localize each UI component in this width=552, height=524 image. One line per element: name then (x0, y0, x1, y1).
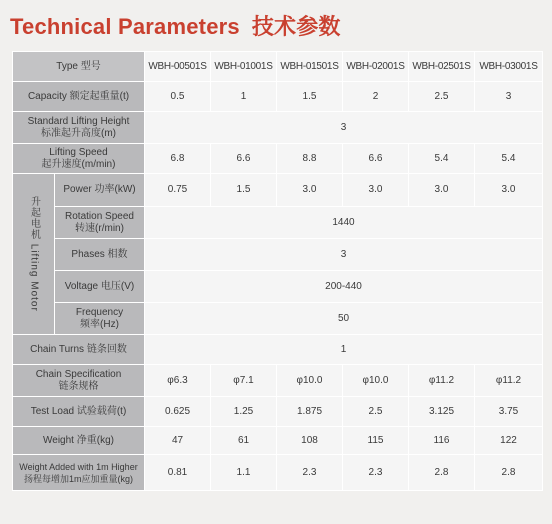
lifting-motor-label-text: 升起电机 Lifting Motor (28, 196, 40, 312)
chain-turns-label: Chain Turns 链条回数 (13, 335, 145, 365)
phases-label: Phases 相数 (55, 239, 145, 271)
lifting-height-row (13, 112, 543, 144)
lifting-speed-row (13, 144, 543, 174)
lifting-height-label-en: Standard Lifting Height (27, 115, 130, 127)
capacity-value: 2 (343, 82, 409, 112)
model-header: WBH-01501S (277, 52, 343, 82)
frequency-value: 50 (145, 303, 543, 335)
capacity-value: 2.5 (409, 82, 475, 112)
power-value: 1.5 (211, 174, 277, 207)
type-label: Type 型号 (13, 52, 145, 82)
rotation-speed-value: 1440 (145, 207, 543, 239)
capacity-label: Capacity 额定起重量(t) (13, 82, 145, 112)
weight-added-value: 0.81 (145, 455, 211, 491)
lifting-speed-value: 5.4 (475, 144, 543, 174)
frequency-label (55, 303, 145, 335)
lifting-height-label (13, 112, 145, 144)
lifting-height-value: 3 (145, 112, 543, 144)
rotation-speed-label-cn: 转速(r/min) (75, 222, 124, 234)
weight-value: 47 (145, 427, 211, 455)
power-value: 3.0 (475, 174, 543, 207)
title-chinese: 技术参数 (251, 14, 341, 39)
weight-added-value: 2.3 (277, 455, 343, 491)
test-load-value: 3.75 (475, 397, 543, 427)
chain-spec-value: φ6.3 (145, 365, 211, 397)
voltage-value: 200-440 (145, 271, 543, 303)
voltage-label: Voltage 电压(V) (55, 271, 145, 303)
weight-value: 116 (409, 427, 475, 455)
weight-added-label (13, 455, 145, 491)
model-header: WBH-02001S (343, 52, 409, 82)
model-header: WBH-02501S (409, 52, 475, 82)
power-label: Power 功率(kW) (55, 174, 145, 207)
weight-added-value: 2.8 (409, 455, 475, 491)
capacity-value: 0.5 (145, 82, 211, 112)
voltage-row (13, 271, 543, 303)
weight-label: Weight 净重(kg) (13, 427, 145, 455)
lifting-speed-value: 8.8 (277, 144, 343, 174)
test-load-value: 2.5 (343, 397, 409, 427)
rotation-speed-row (13, 207, 543, 239)
model-header: WBH-03001S (475, 52, 543, 82)
chain-spec-label (13, 365, 145, 397)
test-load-value: 1.875 (277, 397, 343, 427)
lifting-height-label-cn: 标准起升高度(m) (41, 127, 116, 139)
lifting-speed-value: 5.4 (409, 144, 475, 174)
chain-spec-value: φ10.0 (277, 365, 343, 397)
power-value: 3.0 (277, 174, 343, 207)
parameters-table (12, 51, 543, 491)
header-row (13, 52, 543, 82)
rotation-speed-label (55, 207, 145, 239)
lifting-speed-label-cn: 起升速度(m/min) (41, 158, 116, 170)
weight-value: 122 (475, 427, 543, 455)
power-value: 3.0 (409, 174, 475, 207)
page-title (10, 10, 341, 41)
chain-turns-value: 1 (145, 335, 543, 365)
model-header: WBH-00501S (145, 52, 211, 82)
power-value: 0.75 (145, 174, 211, 207)
chain-spec-value: φ11.2 (409, 365, 475, 397)
capacity-value: 1 (211, 82, 277, 112)
test-load-label: Test Load 试验载荷(t) (13, 397, 145, 427)
test-load-row (13, 397, 543, 427)
weight-value: 61 (211, 427, 277, 455)
weight-row (13, 427, 543, 455)
weight-added-label-en: Weight Added with 1m Higher (19, 461, 138, 472)
test-load-value: 3.125 (409, 397, 475, 427)
frequency-row (13, 303, 543, 335)
chain-spec-value: φ11.2 (475, 365, 543, 397)
chain-turns-row (13, 335, 543, 365)
power-value: 3.0 (343, 174, 409, 207)
lifting-speed-label (13, 144, 145, 174)
title-english: Technical Parameters (10, 14, 240, 39)
capacity-value: 3 (475, 82, 543, 112)
capacity-value: 1.5 (277, 82, 343, 112)
lifting-speed-label-en: Lifting Speed (49, 146, 108, 158)
weight-value: 108 (277, 427, 343, 455)
weight-added-row (13, 455, 543, 491)
lifting-motor-group-label (13, 174, 55, 335)
weight-added-label-cn: 扬程每增加1m应加重量(kg) (23, 473, 133, 484)
test-load-value: 0.625 (145, 397, 211, 427)
weight-value: 115 (343, 427, 409, 455)
lifting-speed-value: 6.8 (145, 144, 211, 174)
chain-spec-value: φ10.0 (343, 365, 409, 397)
chain-spec-label-cn: 链条规格 (58, 380, 99, 392)
phases-row (13, 239, 543, 271)
weight-added-value: 2.8 (475, 455, 543, 491)
power-row (13, 174, 543, 207)
weight-added-value: 1.1 (211, 455, 277, 491)
frequency-label-en: Frequency (75, 306, 124, 318)
frequency-label-cn: 频率(Hz) (80, 318, 119, 330)
model-header: WBH-01001S (211, 52, 277, 82)
chain-spec-row (13, 365, 543, 397)
chain-spec-label-en: Chain Specification (35, 368, 122, 380)
weight-added-value: 2.3 (343, 455, 409, 491)
lifting-speed-value: 6.6 (343, 144, 409, 174)
rotation-speed-label-en: Rotation Speed (65, 210, 134, 222)
test-load-value: 1.25 (211, 397, 277, 427)
phases-value: 3 (145, 239, 543, 271)
capacity-row (13, 82, 543, 112)
chain-spec-value: φ7.1 (211, 365, 277, 397)
lifting-speed-value: 6.6 (211, 144, 277, 174)
